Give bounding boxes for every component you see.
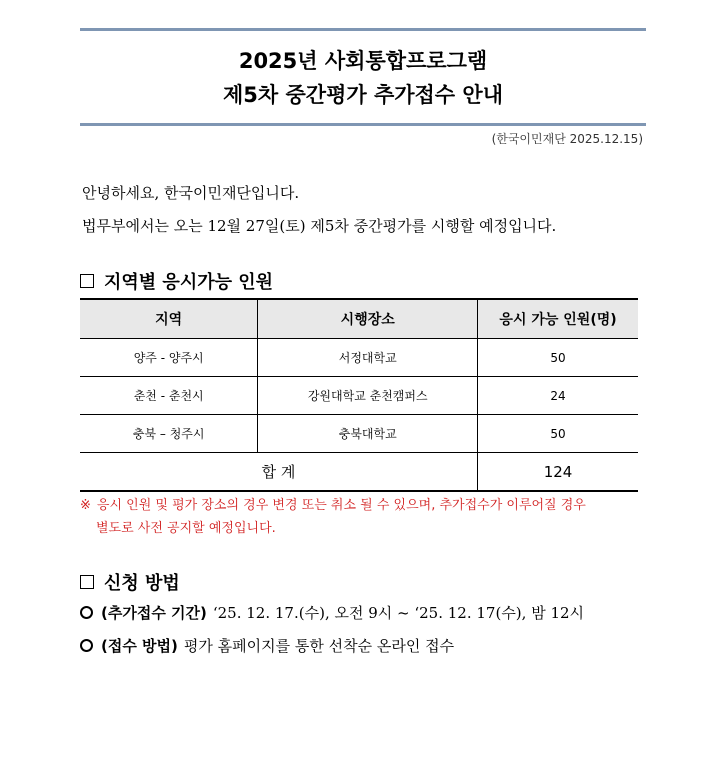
cell-venue: 충북대학교 bbox=[258, 415, 478, 453]
circle-bullet-icon bbox=[80, 639, 93, 652]
greeting-text: 안녕하세요, 한국이민재단입니다. bbox=[82, 184, 300, 202]
announcement-text: 법무부에서는 오는 12월 27일(토) 제5차 중간평가를 시행할 예정입니다. bbox=[82, 217, 557, 235]
cell-venue: 강원대학교 춘천캠퍼스 bbox=[258, 377, 478, 415]
list-item bbox=[80, 635, 454, 656]
table-total-row bbox=[80, 453, 638, 492]
column-header-region: 지역 bbox=[80, 299, 258, 339]
list-item bbox=[80, 602, 584, 623]
column-header-capacity: 응시 가능 인원(명) bbox=[478, 299, 638, 339]
circle-bullet-icon bbox=[80, 606, 93, 619]
item-text: ‘25. 12. 17.(수), 오전 9시 ~ ‘25. 12. 17(수), 밤 12시 bbox=[212, 604, 585, 622]
cell-region: 춘천 - 춘천시 bbox=[80, 377, 258, 415]
section-heading-capacity bbox=[80, 268, 273, 294]
column-header-venue: 시행장소 bbox=[258, 299, 478, 339]
table-row bbox=[80, 377, 638, 415]
item-text: 평가 홈페이지를 통한 선착순 온라인 접수 bbox=[183, 637, 455, 655]
notice-line2: 별도로 사전 공지할 예정입니다. bbox=[96, 521, 276, 536]
item-label: (접수 방법) bbox=[101, 637, 178, 655]
table-row bbox=[80, 415, 638, 453]
cell-capacity: 24 bbox=[478, 377, 638, 415]
cell-venue: 서정대학교 bbox=[258, 339, 478, 377]
page-title-line2: 제5차 중간평가 추가접수 안내 bbox=[223, 83, 503, 107]
cell-region: 충북 – 청주시 bbox=[80, 415, 258, 453]
checkbox-square-icon bbox=[80, 274, 94, 288]
section-title: 신청 방법 bbox=[104, 573, 180, 594]
notice-text bbox=[80, 494, 650, 540]
total-label: 합 계 bbox=[80, 453, 478, 492]
capacity-table bbox=[80, 298, 638, 492]
checkbox-square-icon bbox=[80, 575, 94, 589]
section-title: 지역별 응시가능 인원 bbox=[104, 272, 274, 293]
table-row bbox=[80, 339, 638, 377]
reference-mark-icon: ※ bbox=[80, 498, 91, 513]
section-heading-application bbox=[80, 569, 180, 595]
title-box bbox=[80, 28, 646, 126]
cell-capacity: 50 bbox=[478, 339, 638, 377]
cell-capacity: 50 bbox=[478, 415, 638, 453]
cell-region: 양주 - 양주시 bbox=[80, 339, 258, 377]
notice-line1: 응시 인원 및 평가 장소의 경우 변경 또는 취소 될 수 있으며, 추가접수가 이루어질 경우 bbox=[96, 498, 586, 513]
total-value: 124 bbox=[478, 453, 638, 492]
table-header-row bbox=[80, 299, 638, 339]
source-attribution: (한국이민재단 2025.12.15) bbox=[491, 132, 643, 146]
item-label: (추가접수 기간) bbox=[101, 604, 207, 622]
page-title-line1: 2025년 사회통합프로그램 bbox=[238, 49, 488, 73]
